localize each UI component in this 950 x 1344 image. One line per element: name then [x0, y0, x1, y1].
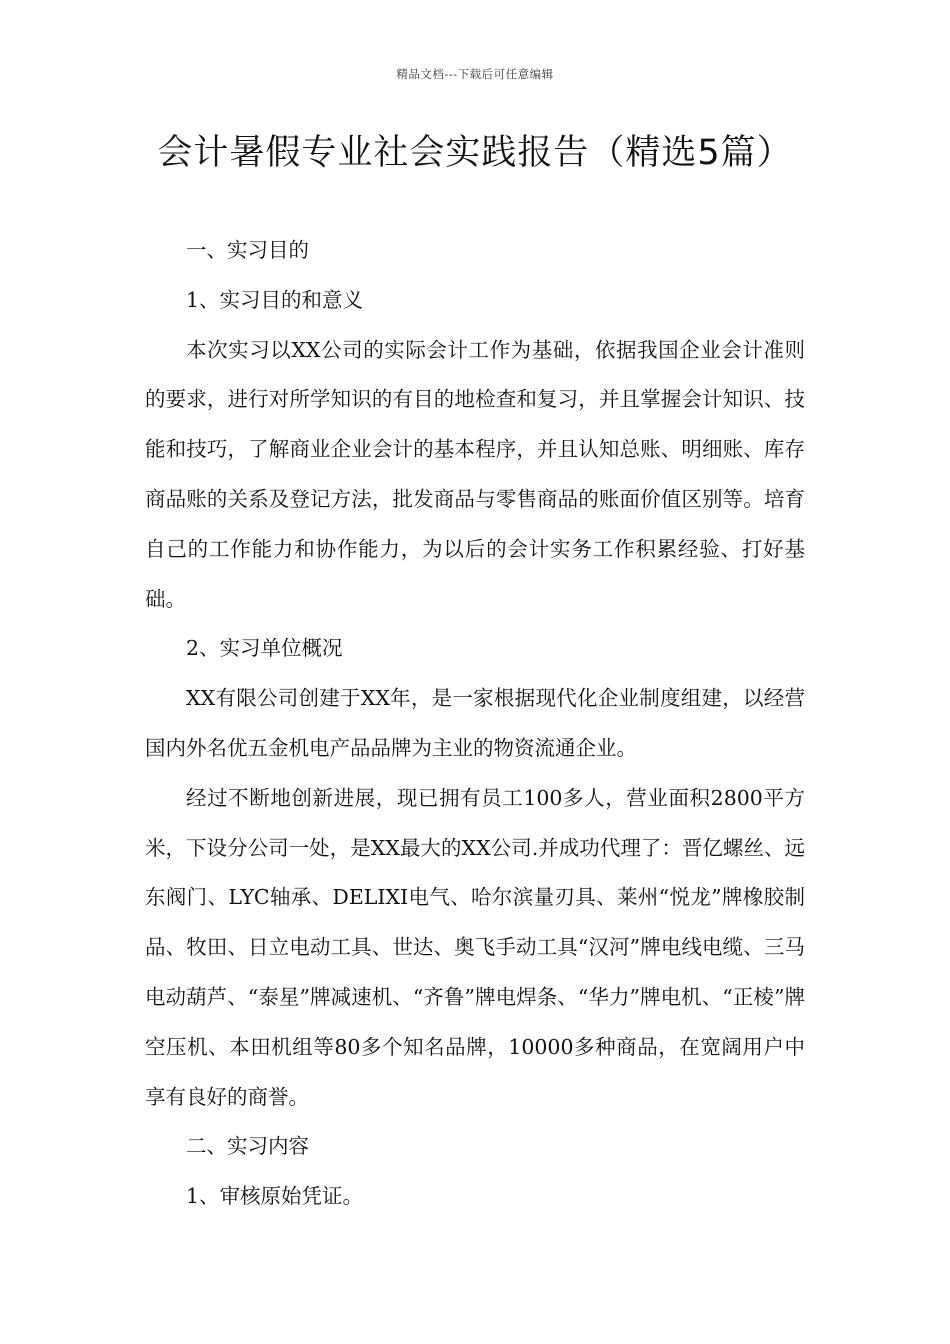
body-paragraph: 本次实习以XX公司的实际会计工作为基础，依据我国企业会计准则的要求，进行对所学知识的有目的地检查和复习，并且掌握会计知识、技能和技巧，了解商业企业会计的基本程序，并且认知总账、明细账、库存商品账的关系及登记方法，批发商品与零售商品的账面价值区别等。培育自己的工作能力和协作能力，为以后的会计实务工作积累经验、打好基础。 — [145, 337, 805, 611]
section-heading: 一、实习目的 — [186, 238, 309, 262]
subsection-heading: 1、审核原始凭证。 — [186, 1184, 364, 1209]
subsection-heading: 1、实习目的和意义 — [186, 287, 364, 312]
document-body — [145, 226, 805, 1222]
subsection-heading: 2、实习单位概况 — [186, 636, 343, 661]
section-heading: 二、实习内容 — [186, 1134, 309, 1159]
header-note: 精品文档---下载后可任意编辑 — [396, 67, 554, 81]
body-paragraph: XX有限公司创建于XX年，是一家根据现代化企业制度组建，以经营国内外名优五金机电产品品牌为主业的物资流通企业。 — [145, 686, 805, 760]
body-paragraph: 经过不断地创新进展，现已拥有员工100多人，营业面积2800平方米，下设分公司一处，是XX最大的XX公司.并成功代理了：晋亿螺丝、远东阀门、LYC轴承、DELIXI电气、哈尔滨量刃具、莱州“悦龙”牌橡胶制品、牧田、日立电动工具、世达、奥飞手动工具“汉河”牌电线电缆、三马电动葫芦、“泰星”牌减速机、“齐鲁”牌电焊条、“华力”牌电机、“正棱”牌空压机、本田机组等80多个知名品牌，10000多种商品，在宽阔用户中享有良好的商誉。 — [145, 785, 805, 1109]
document-title: 会计暑假专业社会实践报告（精选5篇） — [157, 133, 793, 173]
